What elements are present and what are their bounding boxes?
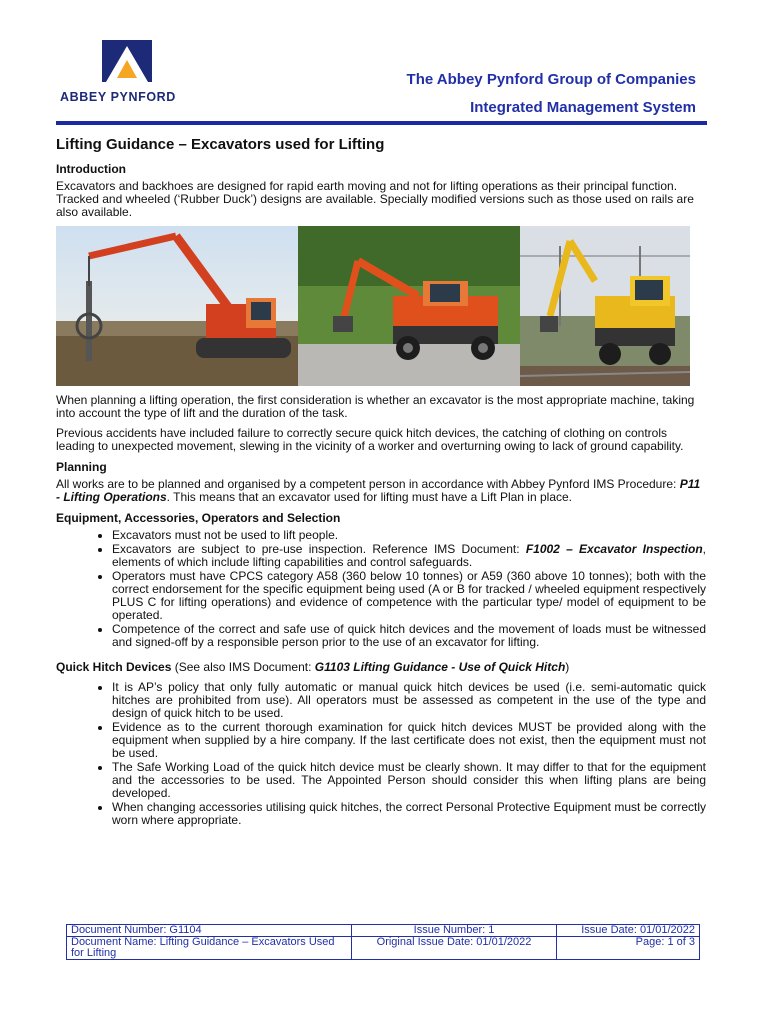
page-title: Lifting Guidance – Excavators used for Lifting [56, 136, 385, 153]
document-footer [66, 924, 700, 960]
list-item: • Operators must have CPCS category A58 (360 below 10 tonnes) or A59 (360 above 10 tonnes); both with the correct endorsement for the specific equipment being used (A or B for tracked / wheeled equipment respectively PLUS C for lifting operations) and evidence of competence with the particular type/ model of equipment to be operated. [112, 570, 706, 622]
intro-heading: Introduction [56, 162, 126, 176]
tracked-excavator-photo [56, 226, 298, 386]
planning-text: All works are to be planned and organised by a competent person in accordance with Abbey Pynford IMS Procedure: P11 - Lifting Operations. This means that an excavator used for lifting must have a Lift Plan in place. [56, 477, 701, 504]
doc-number: Document Number: G1104 [67, 925, 352, 937]
planning-ref: P11 - Lifting Operations [56, 477, 701, 504]
excavator-photos [56, 226, 706, 386]
logo-text: ABBEY PYNFORD [60, 90, 176, 104]
list-item: • When changing accessories utilising quick hitches, the correct Personal Protective Equipment must be correctly worn where appropriate. [112, 801, 706, 827]
doc-name: Document Name: Lifting Guidance – Excavators Used for Lifting [67, 937, 352, 960]
issue-date: Issue Date: 01/01/2022 [557, 925, 700, 937]
header-titles [407, 66, 696, 122]
list-item: • Excavators must not be used to lift people. [112, 529, 706, 542]
equipment-heading: Equipment, Accessories, Operators and Selection [56, 511, 341, 525]
document-body [56, 136, 706, 835]
equipment-ref: F1002 – Excavator Inspection [525, 542, 703, 556]
issue-number: Issue Number: 1 [352, 925, 557, 937]
list-item: • The Safe Working Load of the quick hitch device must be clearly shown. It may differ to that for the equipment and the accessories to be used. The Appointed Person should consider this when lifting plans are being developed. [112, 761, 706, 800]
list-item: • Evidence as to the current thorough examination for quick hitch devices MUST be provided along with the equipment when supplied by a hire company. If the last certificate does not exist, then the equipment must not be used. [112, 721, 706, 760]
company-name: The Abbey Pynford Group of Companies [406, 71, 696, 88]
page-number: Page: 1 of 3 [557, 937, 700, 960]
planning-heading: Planning [56, 460, 107, 474]
equipment-list [56, 529, 706, 649]
company-logo [56, 40, 206, 110]
system-name: Integrated Management System [470, 99, 696, 116]
original-issue-date: Original Issue Date: 01/01/2022 [352, 937, 557, 960]
quick-hitch-ref: G1103 Lifting Guidance - Use of Quick Hitch [314, 660, 566, 674]
abbey-pynford-logo-icon [102, 40, 152, 82]
wheeled-excavator-photo [298, 226, 520, 386]
header-rule [56, 121, 707, 125]
list-item: • It is AP’s policy that only fully automatic or manual quick hitch devices be used (i.e. semi-automatic quick hitches are prohibited from use). All operators must be assessed as competent in the use of the type and design of quick hitch to be used. [112, 681, 706, 720]
list-item: • Excavators are subject to pre-use inspection. Reference IMS Document: F1002 – Excavator Inspection, elements of which include lifting capabilities and control safeguards. [112, 543, 706, 569]
para-previous-accidents: Previous accidents have included failure to correctly secure quick hitch devices, the catching of clothing on controls leading to unexpected movement, slewing in the vicinity of a worker and overturning owing to lack of ground capability. [56, 426, 684, 453]
quick-hitch-heading: Quick Hitch Devices (See also IMS Document: G1103 Lifting Guidance - Use of Quick Hitch) [56, 660, 570, 674]
list-item: • Competence of the correct and safe use of quick hitch devices and the movement of loads must be witnessed and signed-off by a responsible person prior to the use of an excavator for lifting. [112, 623, 706, 649]
quick-hitch-list [56, 681, 706, 827]
intro-text: Excavators and backhoes are designed for rapid earth moving and not for lifting operations as their principal function. Tracked and wheeled (‘Rubber Duck’) designs are available. Specially modified versions such as those used on rails are also available. [56, 179, 694, 219]
para-planning-consideration: When planning a lifting operation, the first consideration is whether an excavator is the most appropriate machine, taking into account the type of lift and the duration of the task. [56, 393, 695, 420]
rail-excavator-photo [520, 226, 690, 386]
